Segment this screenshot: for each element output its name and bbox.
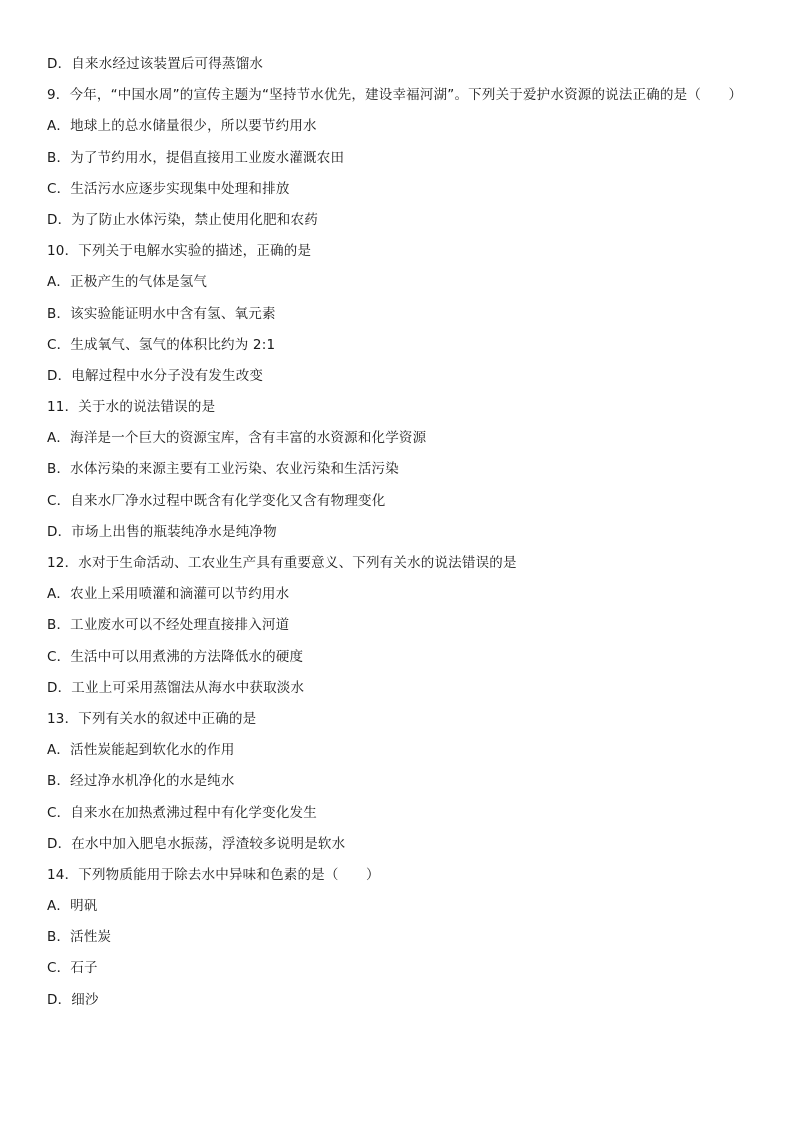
q13-option-d: D．在水中加入肥皂水振荡，浮渣较多说明是软水 — [47, 835, 346, 852]
q13-option-a: A．活性炭能起到软化水的作用 — [47, 742, 235, 759]
q12-option-b: B．工业废水可以不经处理直接排入河道 — [47, 617, 290, 634]
q14-option-a: A．明矾 — [47, 898, 98, 915]
q11-option-d: D．市场上出售的瓶装纯净水是纯净物 — [47, 523, 277, 540]
q12-stem: 12．水对于生命活动、工农业生产具有重要意义、下列有关水的说法错误的是 — [47, 555, 517, 571]
q14-option-d: D．细沙 — [47, 991, 99, 1008]
q10-option-a: A．正极产生的气体是氢气 — [47, 274, 208, 291]
q12-option-d: D．工业上可采用蒸馏法从海水中获取淡水 — [47, 679, 305, 696]
q9-option-b: B．为了节约用水，提倡直接用工业废水灌溉农田 — [47, 149, 345, 166]
q14-option-b: B．活性炭 — [47, 929, 112, 946]
q12-option-c: C．生活中可以用煮沸的方法降低水的硬度 — [47, 648, 304, 665]
q10-option-d: D．电解过程中水分子没有发生改变 — [47, 367, 264, 384]
q9-option-c: C．生活污水应逐步实现集中处理和排放 — [47, 180, 290, 197]
q11-option-c: C．自来水厂净水过程中既含有化学变化又含有物理变化 — [47, 492, 386, 509]
q11-option-a: A．海洋是一个巨大的资源宝库，含有丰富的水资源和化学资源 — [47, 430, 427, 447]
q14-stem: 14．下列物质能用于除去水中异味和色素的是（ ） — [47, 866, 380, 883]
q10-stem: 10．下列关于电解水实验的描述，正确的是 — [47, 243, 312, 260]
q9-option-a: A．地球上的总水储量很少，所以要节约用水 — [47, 118, 317, 135]
q10-option-b: B．该实验能证明水中含有氢、氧元素 — [47, 305, 276, 322]
q9-option-d: D．为了防止水体污染，禁止使用化肥和农药 — [47, 211, 318, 228]
q13-option-c: C．自来水在加热煮沸过程中有化学变化发生 — [47, 804, 317, 821]
q13-option-b: B．经过净水机净化的水是纯水 — [47, 773, 235, 790]
q13-stem: 13．下列有关水的叙述中正确的是 — [47, 710, 257, 727]
q10-option-c: C．生成氧气、氢气的体积比约为 2:1 — [47, 336, 276, 353]
q14-option-c: C．石子 — [47, 960, 98, 977]
q11-option-b: B．水体污染的来源主要有工业污染、农业污染和生活污染 — [47, 461, 399, 478]
q11-stem: 11．关于水的说法错误的是 — [47, 399, 216, 416]
document-page — [47, 53, 757, 1020]
q9-stem: 9．今年，“中国水周”的宣传主题为“坚持节水优先，建设幸福河湖”。下列关于爱护水资源的说法正确的是（ ） — [47, 87, 743, 104]
q12-option-a: A．农业上采用喷灌和滴灌可以节约用水 — [47, 586, 290, 603]
q8-option-d: D．自来水经过该装置后可得蒸馏水 — [47, 56, 264, 72]
